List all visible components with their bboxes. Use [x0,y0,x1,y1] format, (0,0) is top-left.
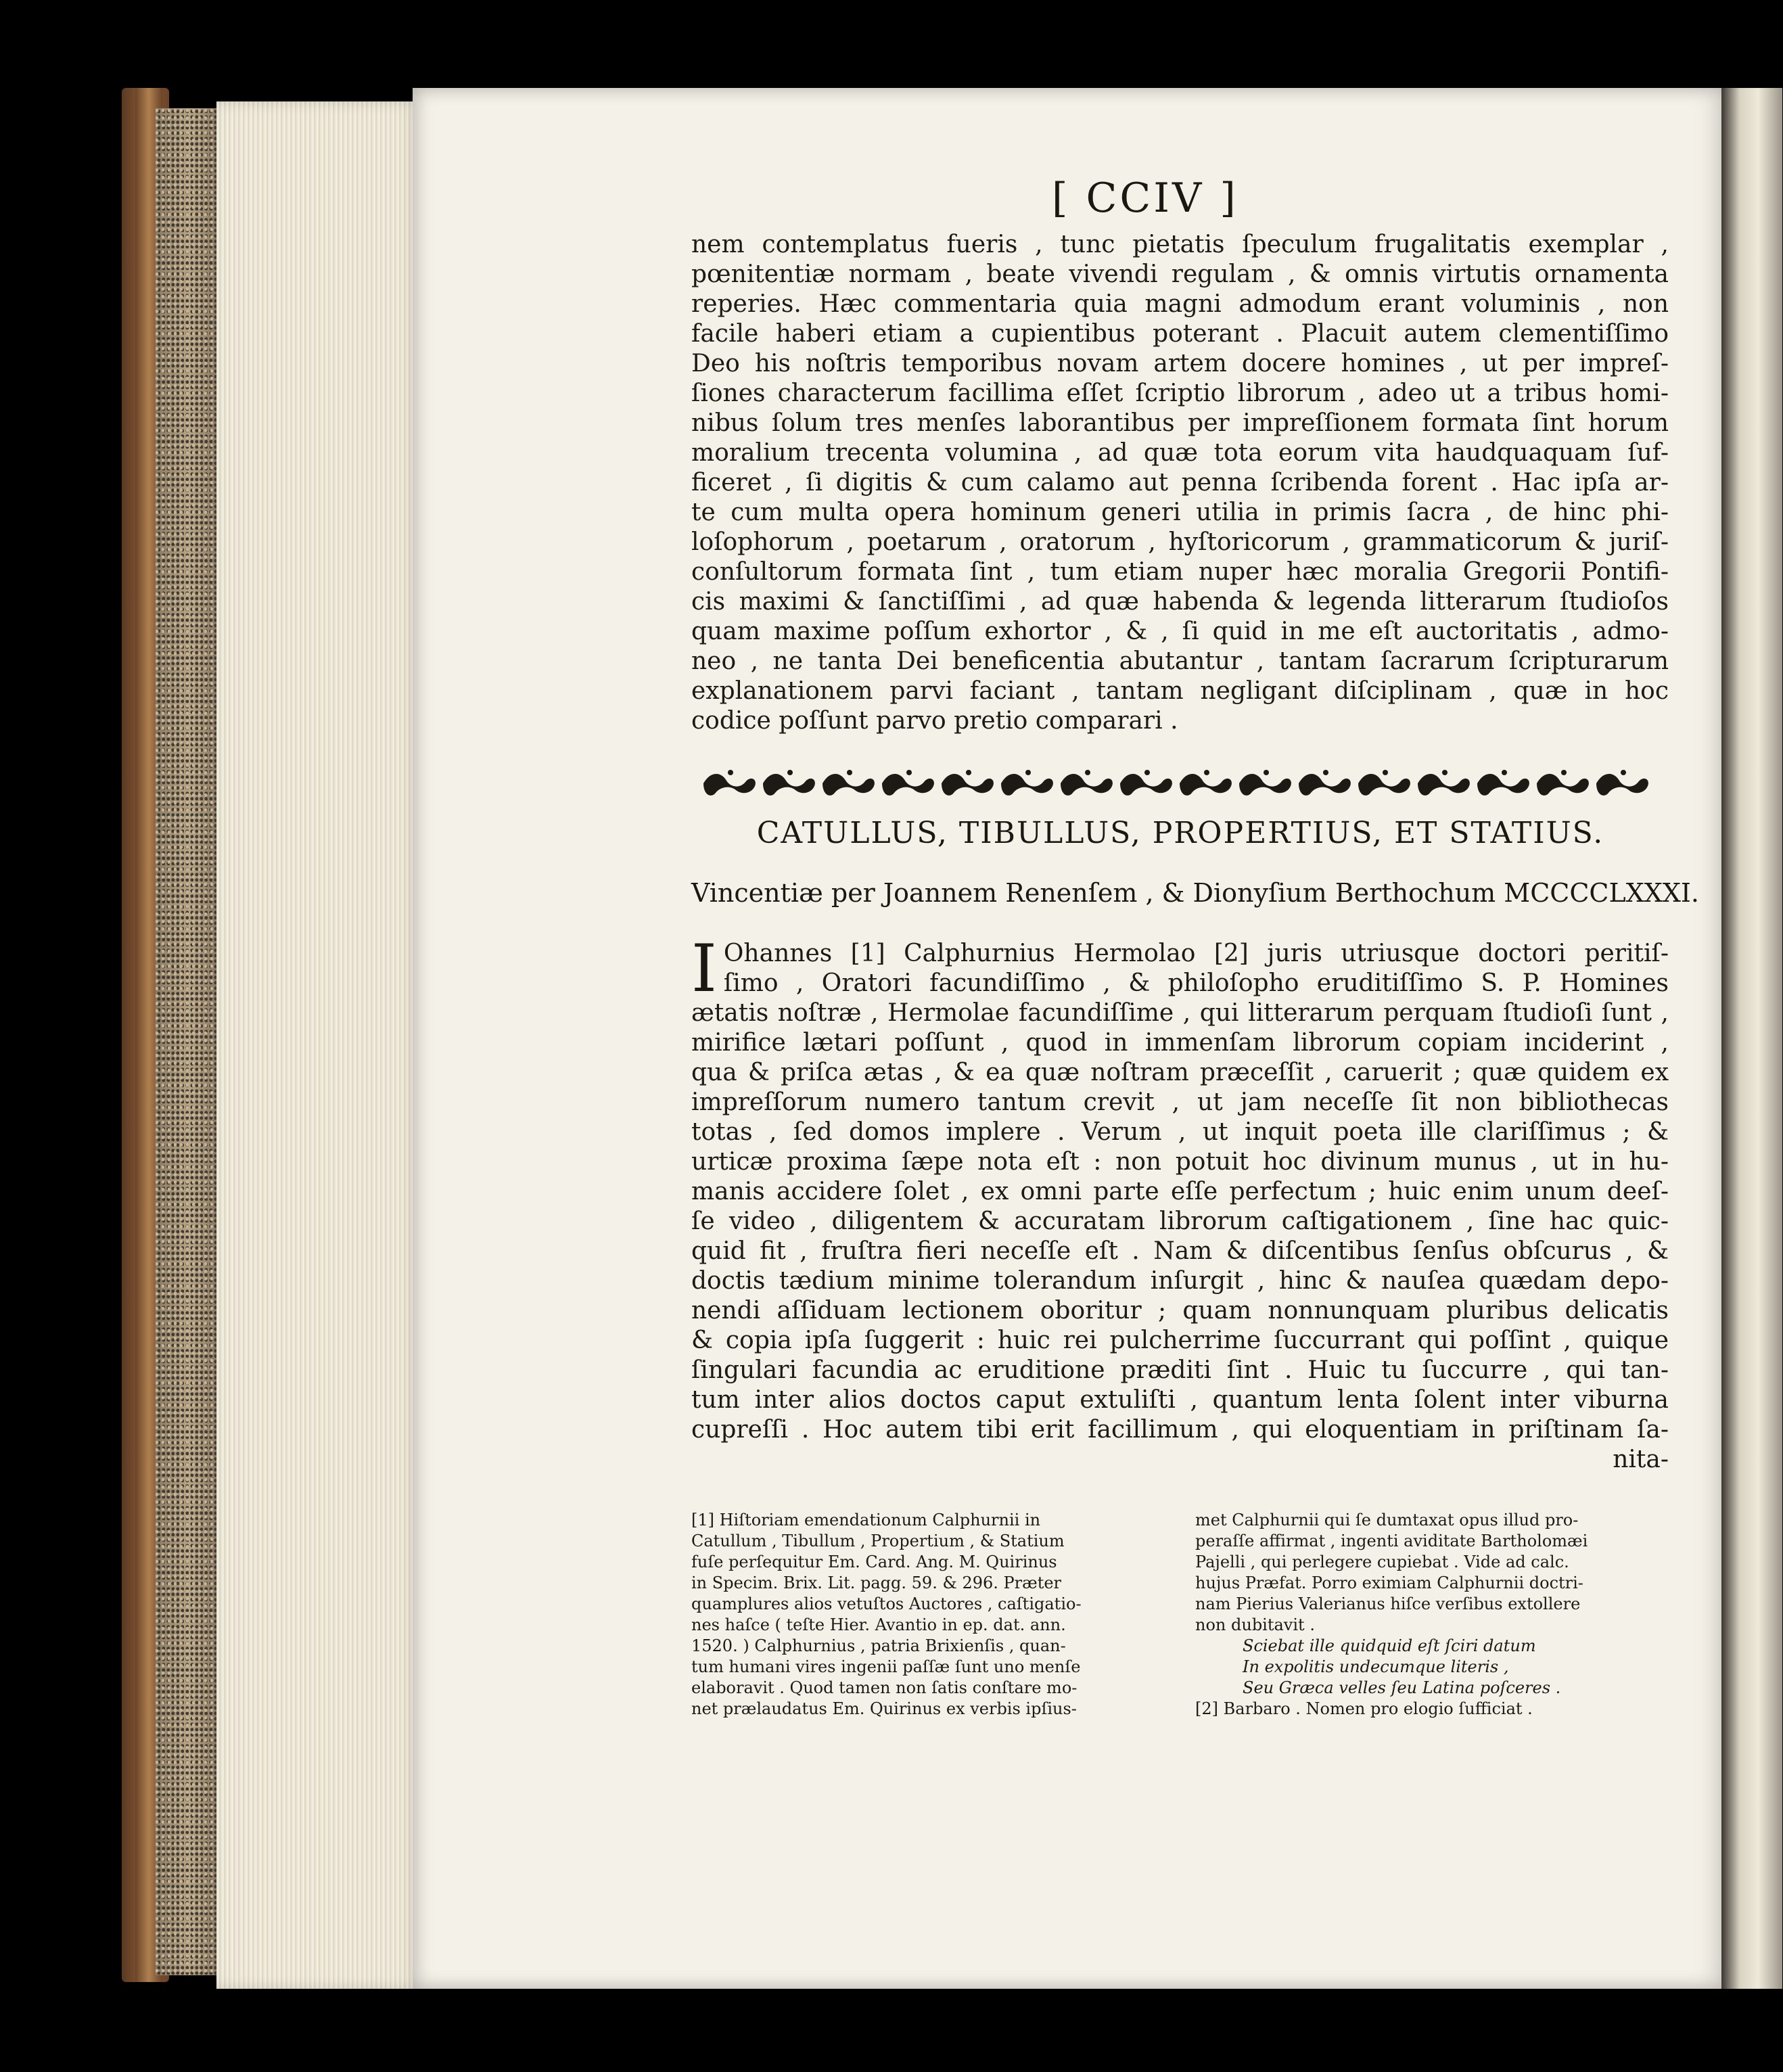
text-line: ſingulari facundia ac eruditione præditi ſint . Huic tu ſuccurre , qui tan- [691,1356,1669,1384]
top-paragraph [691,230,1669,736]
footnote-verse-line: Sciebat ille quidquid eſt ſciri datum [1243,1636,1536,1655]
text-line: nibus ſolum tres menſes laborantibus per impreſſionem formata ſint horum [691,409,1669,437]
footnote-line: tum humani vires ingenii paſſæ ſunt uno menſe [691,1657,1081,1676]
text-line: & copia ipſa ſuggerit : huic rei pulcherrime ſuccurrant qui poſſint , quique [691,1327,1669,1354]
ornament-unit [942,770,994,796]
text-line: ficeret , ſi digitis & cum calamo aut penna ſcribenda forent . Hac ipſa ar- [691,469,1669,497]
text-line: moralium trecenta volumina , ad quæ tota eorum vita haudquaquam ſuf- [691,439,1669,467]
ornament-unit [1596,770,1648,796]
footnote-line: in Specim. Brix. Lit. pagg. 59. & 296. Præter [691,1573,1062,1592]
text-line: qua & priſca ætas , & ea quæ noſtram præceſſit , caruerit ; quæ quidem ex [691,1059,1669,1086]
footnote-line: [2] Barbaro . Nomen pro elogio ſufficiat . [1195,1699,1533,1718]
footnote-verse-line: Seu Græca velles ſeu Latina poſceres . [1243,1678,1561,1697]
facing-page-edge [1721,88,1782,1989]
text-line: ſimo , Oratori facundiſſimo , & philoſopho eruditiſſimo S. P. Homines [723,969,1669,997]
footnotes-left-column [691,1510,1165,1720]
ornament-unit [1001,770,1053,796]
text-line: doctis tædium minime tolerandum inſurgit , hinc & nauſea quædam depo- [691,1267,1669,1295]
footnote-line: met Calphurnii qui ſe dumtaxat opus illud pro- [1195,1511,1579,1529]
ornament-unit [1299,770,1351,796]
main-text [691,931,1669,1475]
text-line: mirifice lætari poſſunt , quod in immenſam librorum copiam inciderint , [691,1029,1669,1057]
ornament-unit [703,770,756,796]
ornament-unit [763,770,815,796]
footnote-line: non dubitavit . [1195,1615,1315,1634]
drop-capital: I [691,931,717,1007]
text-line: neo , ne tanta Dei beneficentia abutantur , tantam ſacrarum ſcripturarum [691,647,1669,675]
footnote-line: Pajelli , qui perlegere cupiebat . Vide ad calc. [1195,1552,1569,1571]
footnote-line: [1] Hiſtoriam emendationum Calphurnii in [691,1511,1041,1529]
ornament-unit [1477,770,1529,796]
ornament-unit [1180,770,1232,796]
footnote-line: fuſe perſequitur Em. Card. Ang. M. Quirinus [691,1552,1057,1571]
ornament-unit [882,770,934,796]
ornament-band [697,763,1664,804]
ornament-unit [1061,770,1113,796]
ornament-unit [1239,770,1291,796]
footnote-line: nam Pierius Valerianus hiſce verſibus extollere [1195,1594,1581,1613]
text-line: ſiones characterum facillima eſſet ſcriptio librorum , adeo ut a tribus homi- [691,379,1669,407]
text-line: ætatis noſtræ , Hermolae facundiſſime , qui litterarum perquam ſtudioſi ſunt , [691,999,1669,1027]
page-leaves-stack [216,101,419,1989]
ornament-unit [823,770,875,796]
footnote-line: 1520. ) Calphurnius , patria Brixienſis , quan- [691,1636,1066,1655]
text-line: pœnitentiæ normam , beate vivendi regulam , & omnis virtutis ornamenta [691,260,1669,288]
text-line: facile haberi etiam a cupientibus poterant . Placuit autem clementiſſimo [691,320,1669,348]
text-line: ſe video , diligentem & accuratam librorum caſtigationem , ſine hac quic- [691,1207,1669,1235]
text-line: reperies. Hæc commentaria quia magni admodum erant voluminis , non [691,290,1669,318]
marbled-edge [156,108,223,1975]
footnote-line: nes haſce ( teſte Hier. Avantio in ep. dat. ann. [691,1615,1066,1634]
text-line: loſophorum , poetarum , oratorum , hyſtoricorum , grammaticorum & juriſ- [691,528,1669,556]
footnote-line: peraſſe affirmat , ingenti aviditate Bartholomæi [1195,1532,1588,1550]
footnotes-right-column [1195,1510,1669,1720]
ornament-unit [1120,770,1172,796]
ornament-unit [1418,770,1470,796]
text-line: quam maxime poſſum exhortor , & , ſi quid in me eſt auctoritatis , admo- [691,618,1669,645]
ornament-unit [1358,770,1410,796]
section-heading: CATULLUS, TIBULLUS, PROPERTIUS, ET STATIUS. [756,816,1604,850]
text-line: urticæ proxima ſæpe nota eſt : non potuit hoc divinum munus , ut in hu- [691,1148,1669,1176]
text-line: nita- [1613,1446,1669,1473]
text-line: tum inter alios doctos caput extuliſti , quantum lenta ſolent inter viburna [691,1386,1669,1414]
text-line: manis accidere ſolet , ex omni parte eſſe perfectum ; huic enim unum deeſ- [691,1178,1669,1205]
text-line: conſultorum formata ſint , tum etiam nuper hæc moralia Gregorii Pontifi- [691,558,1669,586]
text-line: cis maximi & ſanctiſſimi , ad quæ habenda & legenda litterarum ſtudioſos [691,588,1669,616]
text-line: te cum multa opera hominum generi utilia in primis ſacra , de hinc phi- [691,499,1669,526]
imprint-line: Vincentiæ per Joannem Renenſem , & Dionyſium Berthochum MCCCCLXXXI. [691,878,1699,908]
page-number: [ CCIV ] [1052,175,1238,222]
ornament-unit [1537,770,1589,796]
text-line: Deo his noſtris temporibus novam artem docere homines , ut per impreſ- [691,350,1669,377]
text-line: cupreſſi . Hoc autem tibi erit facillimum , qui eloquentiam in priſtinam ſa- [691,1416,1669,1444]
text-line: codice poſſunt parvo pretio comparari . [691,707,1178,735]
text-line: impreſſorum numero tantum crevit , ut jam neceſſe ſit non bibliothecas [691,1088,1669,1116]
footnote-line: net prælaudatus Em. Quirinus ex verbis ipſius- [691,1699,1077,1718]
footnote-verse-line: In expolitis undecumque literis , [1243,1657,1509,1676]
footnote-line: elaboravit . Quod tamen non ſatis conſtare mo- [691,1678,1078,1697]
footnote-line: Catullum , Tibullum , Propertium , & Statium [691,1532,1065,1550]
text-line: nem contemplatus fueris , tunc pietatis ſpeculum frugalitatis exemplar , [691,231,1669,258]
text-line: explanationem parvi faciant , tantam negligant diſciplinam , quæ in hoc [691,677,1669,705]
text-line: Ohannes [1] Calphurnius Hermolao [2] juris utriusque doctori peritiſ- [723,940,1669,967]
text-line: nendi aſſiduam lectionem oboritur ; quam nonnunquam pluribus delicatis [691,1297,1669,1325]
footnote-line: quamplures alios vetuſtos Auctores , caſtigatio- [691,1594,1082,1613]
footnote-line: hujus Præfat. Porro eximiam Calphurnii doctri- [1195,1573,1583,1592]
text-line: quid fit , fruſtra fieri neceſſe eſt . Nam & diſcentibus ſenſus obſcurus , & [691,1237,1669,1265]
text-line: totas , ſed domos implere . Verum , ut inquit poeta ille clariſſimus ; & [691,1118,1669,1146]
